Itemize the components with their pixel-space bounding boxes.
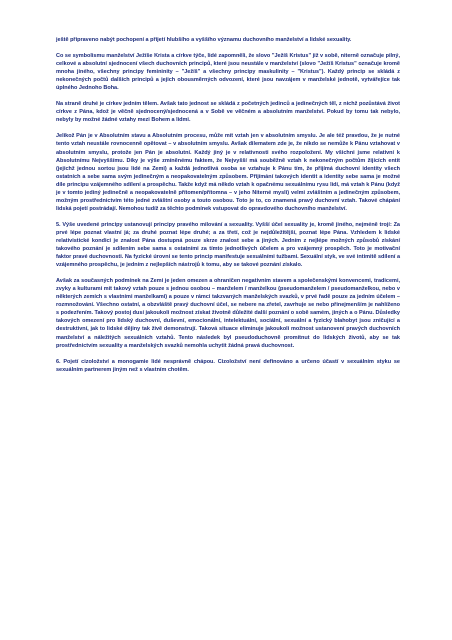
paragraph-4: Jelikož Pán je v Absolutním stavu a Absolutním procesu, může mít vztah jen v absolutním smyslu. Je ale též pravdou, že je nutné tento vztah neustále rovnocenně opětovat – v absolutním smyslu. Avšak dilematem zde je, že nikdo se nemůže k Pánu vztahovat v absolutním smyslu, protože jen Pán je absolutní. Každý jiný je v relativnosti svého rozpoložení. My všichni jsme relativní k Absolutnímu Nejvyššímu. Díky je výše zmíněnému faktem, že Nejvyšší má souběžně vztah k nekonečným počtům žijících entit (jejichž jednou sortou jsou lidé na Zemi) a každá jednotlivá osoba se vztahuje k Pánu tím, že přijímá duchovní identity všech ostatních a sebe sama svým jedinečným a neopakovatelným způsobem. Přijímání takových identit a identity sebe sama je možné díle principu vzájemného sdílení a prospěchu. Takže když má někdo vztah k opačnému sexuálnímu rysu lidí, má vztah k Pánu (když je v tomto jediný jedinečně a neopakovatelně přítomen/přítomna – v jeho Niterné mysli) velmi zvláštním a jedinečným způsobem, možným prostřednictvím této jedné zvláštní osoby a touto osobou. Toto je to, co znamená pravý duchovní vztah. Takové chápání lidská pojetí postrádají. Nemohou tudíž za těchto podmínek vstupovat do opravdového duchovního manželství. <box>56 133 400 212</box>
paragraph-7: 6. Pojetí cizoložství a monogamie lidé nesprávně chápou. Cizoložství není definováno a určeno účastí v sexuálním styku se sexuálním partnerem jiným než s vlastním chotěm. <box>56 358 400 373</box>
paragraph-1: ještě připraveno nabýt pochopení a přijetí hlubšího a vyššího významu duchovního manželství a lidské sexuality. <box>56 37 352 43</box>
paragraph-3: Na straně druhé je církev jedním tělem. Avšak tato jednost se skládá z početných jedinců a jedinečných těl, z nichž pozůstává život církve z Pána, kdož je věčně sjednocený/sjednocená a v Sobě ve věčném a absolutním manželství. Pokud by tomu tak nebylo, nebyly by možné žádné vztahy mezi Bohem a lidmi. <box>56 101 400 124</box>
document-page <box>56 36 400 382</box>
paragraph-6: Avšak za současných podmínek na Zemi je jeden omezen a ohraničen negativním stavem a společenskými konvencemi, tradicemi, zvyky a kulturami mít takový vztah pouze s jednou osobou – manželem / manželkou (pseudomanželem / pseudomanželkou, nebo v některých zemích s vlastními manželkami) a pouze v rámci takzvaných manželských svazků, v prvé řadě pouze za jedním účelem – rozmnožování. Všechno ostatní, a obzvláště pravý duchovní účel, se nebere na zřetel, zavrhuje se nebo přinejmenším je nahlíženo s podezřením. Takový postoj dusí jakoukoli možnost získat životně důležité další poznání o sobě samém, jiných a o Pánu. Důsledky takových omezení pro lidský duchovní, duševní, emocionální, intelektuální, sociální, sexuální a fyzický blahobyt jsou zničující a destruktivní, jak to lidské dějiny tak živě demonstrují. Taková situace eliminuje jakoukoli možnost ustanovení pravých duchovních manželství a náležitých sexuálních vztahů. Tento následek byl pseudoduchovně promítnut do lidských životů, aby se tak prostřednictvím sexuality a manželských svazků nemohla uchytit žádná pravá duchovnost. <box>56 278 400 349</box>
paragraph-2: Co se symbolismu manželství Ježíše Krista a církve týče, lidé zapomněli, že slovo "Ježíš Kristus" již v sobě, niterně označuje pilný, celkové a absolutní sjednocení všech duchovních principů, které jsou neustále v manželství (slovo "Ježíš Kristus" označuje kromě mnoha jiného, všechny principy femininity – "Ježíš" a všechny principy maskulinity – "Kristus"). Každý princip se skládá z nekonečných počtů dalších principů a jejich obousměrných odvození, které jsou navzájem v manželské jednotě, vytvářejíce tak úplného Jednoho Boha. <box>56 53 400 92</box>
paragraph-5: 5. Výše uvedené principy ustanovují principy pravého milování a sexuality. Vyšší účel sexuality je, kromě jiného, nejméně trojí: Za prvé lépe poznat vlastní já; za druhé poznat lépe druhé; a za třetí, což je nejdůležitější, poznat lépe Pána. Vzhledem k lidské relativistické kondici je znalost Pána dostupná pouze skrze znalost sebe a jiných. Jedním z nejlépe možných způsobů získání takového poznání je sdílením sebe sama s ostatními za tímto jednotlivých účelem a pro vzájemný prospěch. Toto je motivační faktor pravé duchovnosti. Na fyzické úrovni se tento princip manifestuje sexuálními tužbami. Sexuální styk, ve své intimitě sdílení a vzájemného prospěchu, je jedním z nejlepších nástrojů k tomu, aby se takové poznání získalo. <box>56 221 400 269</box>
